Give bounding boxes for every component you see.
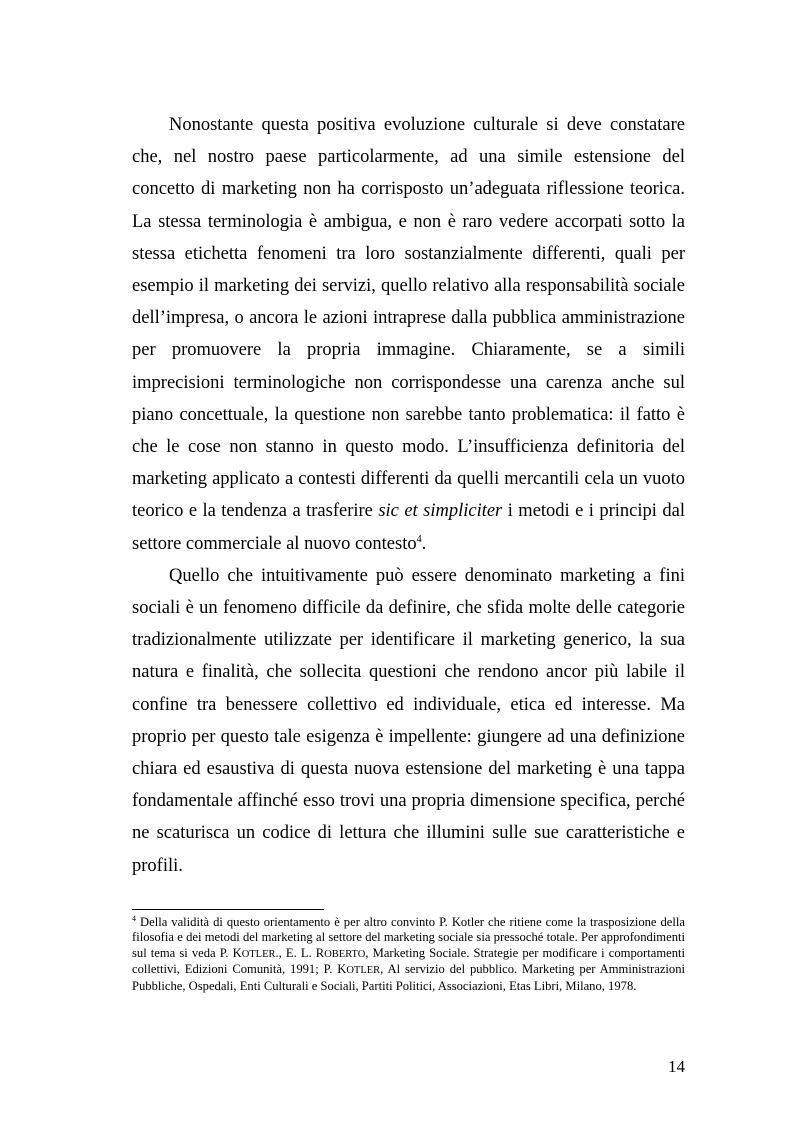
footnote-text-3: , Marketing Sociale. Strategie per modificare i comportamenti collettivi, Edizioni Comunità, 1991; P. K: [132, 945, 685, 977]
paragraph-1-text: Nonostante questa positiva evoluzione culturale si deve constatare che, nel nostro paese particolarmente, ad una simile estensione del concetto di marketing non ha corrisposto un’adeguata riflessione teorica. La stessa terminologia è ambigua, e non è raro vedere accorpati sotto la stessa etichetta fenomeni tra loro sostanzialmente differenti, quali per esempio il marketing dei servizi, quello relativo alla responsabilità sociale dell’impresa, o ancora le azioni intraprese dalla pubblica amministrazione per promuovere la propria immagine. Chiaramente, se a simili imprecisioni terminologiche non corrispondesse una carenza anche sul piano concettuale, la questione non sarebbe tanto problematica: il fatto è che le cose non stanno in questo modo. L’insufficienza definitoria del marketing applicato a contesti differenti da quelli mercantili cela un vuoto teorico e la tendenza a trasferire: [132, 115, 685, 522]
paragraph-1: [132, 109, 685, 560]
footnote-text-1: Della validità di questo orientamento è per altro convinto P. Kotler che ritiene come la trasposizione della filosofia e dei metodi del marketing al settore del marketing sociale sia pressoché totale. Per approfondimenti sul tema si veda P. K: [132, 915, 685, 960]
body-text: [132, 109, 685, 882]
author-small-caps-1: OTLER: [241, 948, 276, 960]
paragraph-1-continuation: i metodi e i principi dal settore commerciale al nuovo contesto: [132, 501, 685, 554]
paragraph-1-end: .: [421, 533, 427, 554]
footnote: [132, 915, 685, 994]
footnote-text-2: ., E. L. R: [275, 945, 325, 960]
page-number: 14: [668, 1057, 685, 1076]
paragraph-2: Quello che intuitivamente può essere denominato marketing a fini sociali è un fenomeno difficile da definire, che sfida molte delle categorie tradizionalmente utilizzate per identificare il marketing generico, la sua natura e finalità, che sollecita questioni che rendono ancor più labile il confine tra benessere collettivo ed individuale, etica ed interesse. Ma proprio per questo tale esigenza è impellente: giungere ad una definizione chiara ed esaustiva di questa nuova estensione del marketing è una tappa fondamentale affinché esso trovi una propria dimensione specifica, perché ne scaturisca un codice di lettura che illumini sulle sue caratteristiche e profili.: [132, 565, 685, 876]
author-small-caps-2: OBERTO: [324, 948, 366, 960]
footnote-reference[interactable]: 4: [416, 533, 422, 545]
author-small-caps-3: OTLER: [346, 965, 381, 977]
latin-phrase: sic et simpliciter: [378, 501, 503, 522]
footnote-text-4: , Al servizio del pubblico. Marketing per Amministrazioni Pubbliche, Ospedali, Enti Culturali e Sociali, Partiti Politici, Associazioni, Etas Libri, Milano, 1978.: [132, 962, 685, 993]
footnote-separator: [132, 909, 324, 910]
footnote-number: 4: [132, 914, 136, 923]
